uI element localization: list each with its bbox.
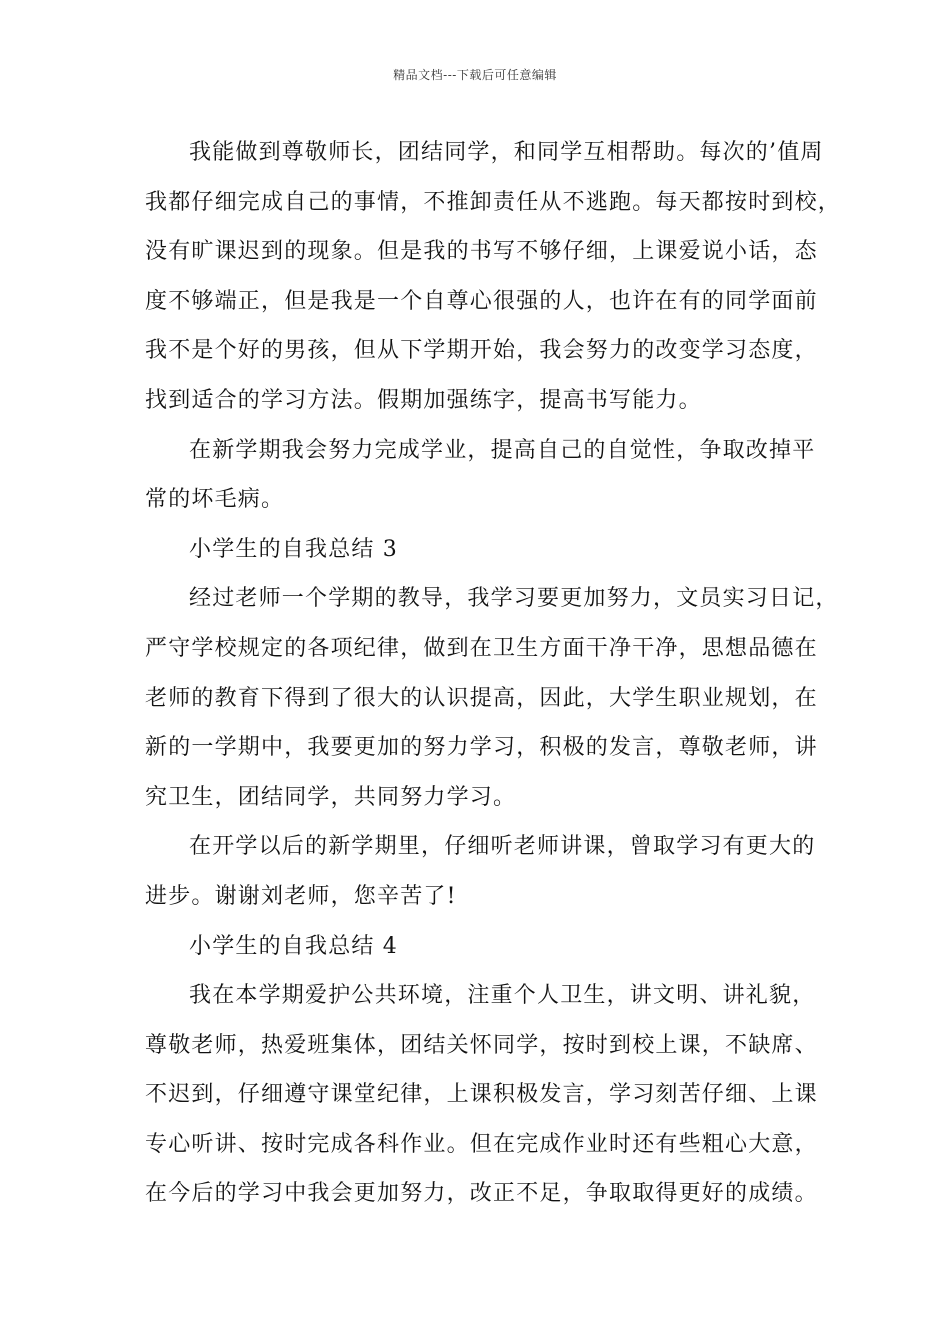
paragraph-line: 在新学期我会努力完成学业，提高自己的自觉性，争取改掉平 bbox=[189, 437, 816, 463]
paragraph-line: 新的一学期中，我要更加的努力学习，积极的发言，尊敬老师，讲 bbox=[145, 735, 818, 761]
paragraph-line: 在今后的学习中我会更加努力，改正不足，争取取得更好的成绩。 bbox=[145, 1181, 818, 1207]
paragraph-line: 没有旷课迟到的现象。但是我的书写不够仔细，上课爱说小话，态 bbox=[145, 239, 818, 265]
paragraph-line: 度不够端正，但是我是一个自尊心很强的人，也许在有的同学面前 bbox=[145, 288, 818, 314]
paragraph bbox=[145, 128, 842, 426]
paragraph-line: 常的坏毛病。 bbox=[145, 487, 285, 513]
paragraph bbox=[145, 574, 839, 822]
paragraph-line: 严守学校规定的各项纪律，做到在卫生方面干净干净，思想品德在 bbox=[145, 635, 818, 661]
paragraph-line: 经过老师一个学期的教导，我学习要更加努力，文员实习日记， bbox=[189, 586, 839, 612]
paragraph bbox=[145, 822, 816, 921]
paragraph-line: 不迟到，仔细遵守课堂纪律，上课积极发言，学习刻苦仔细、上课 bbox=[145, 1082, 818, 1108]
paragraph-line: 我不是个好的男孩，但从下学期开始，我会努力的改变学习态度， bbox=[145, 338, 818, 364]
paragraph-line: 专心听讲、按时完成各科作业。但在完成作业时还有些粗心大意， bbox=[145, 1131, 818, 1157]
page-header: 精品文档---下载后可任意编辑 bbox=[393, 68, 557, 82]
paragraph bbox=[145, 971, 818, 1219]
section-heading: 小学生的自我总结 3 bbox=[189, 536, 398, 562]
paragraph-line: 尊敬老师，热爱班集体，团结关怀同学，按时到校上课，不缺席、 bbox=[145, 1032, 818, 1058]
paragraph bbox=[145, 426, 816, 525]
paragraph-line: 老师的教育下得到了很大的认识提高，因此，大学生职业规划，在 bbox=[145, 685, 818, 711]
paragraph-line: 究卫生，团结同学，共同努力学习。 bbox=[145, 784, 517, 810]
paragraph-line: 我能做到尊敬师长，团结同学，和同学互相帮助。每次的’值周 bbox=[189, 140, 824, 165]
paragraph-line: 进步。谢谢刘老师，您辛苦了! bbox=[145, 883, 457, 909]
document-body bbox=[145, 128, 842, 1219]
section-heading: 小学生的自我总结 4 bbox=[189, 933, 398, 959]
paragraph-line: 在开学以后的新学期里，仔细听老师讲课，曾取学习有更大的 bbox=[189, 834, 816, 860]
paragraph-line: 找到适合的学习方法。假期加强练字，提高书写能力。 bbox=[145, 387, 702, 413]
paragraph-line: 我都仔细完成自己的事情，不推卸责任从不逃跑。每天都按时到校， bbox=[145, 189, 842, 215]
paragraph-line: 我在本学期爱护公共环境，注重个人卫生，讲文明、讲礼貌， bbox=[189, 983, 816, 1009]
